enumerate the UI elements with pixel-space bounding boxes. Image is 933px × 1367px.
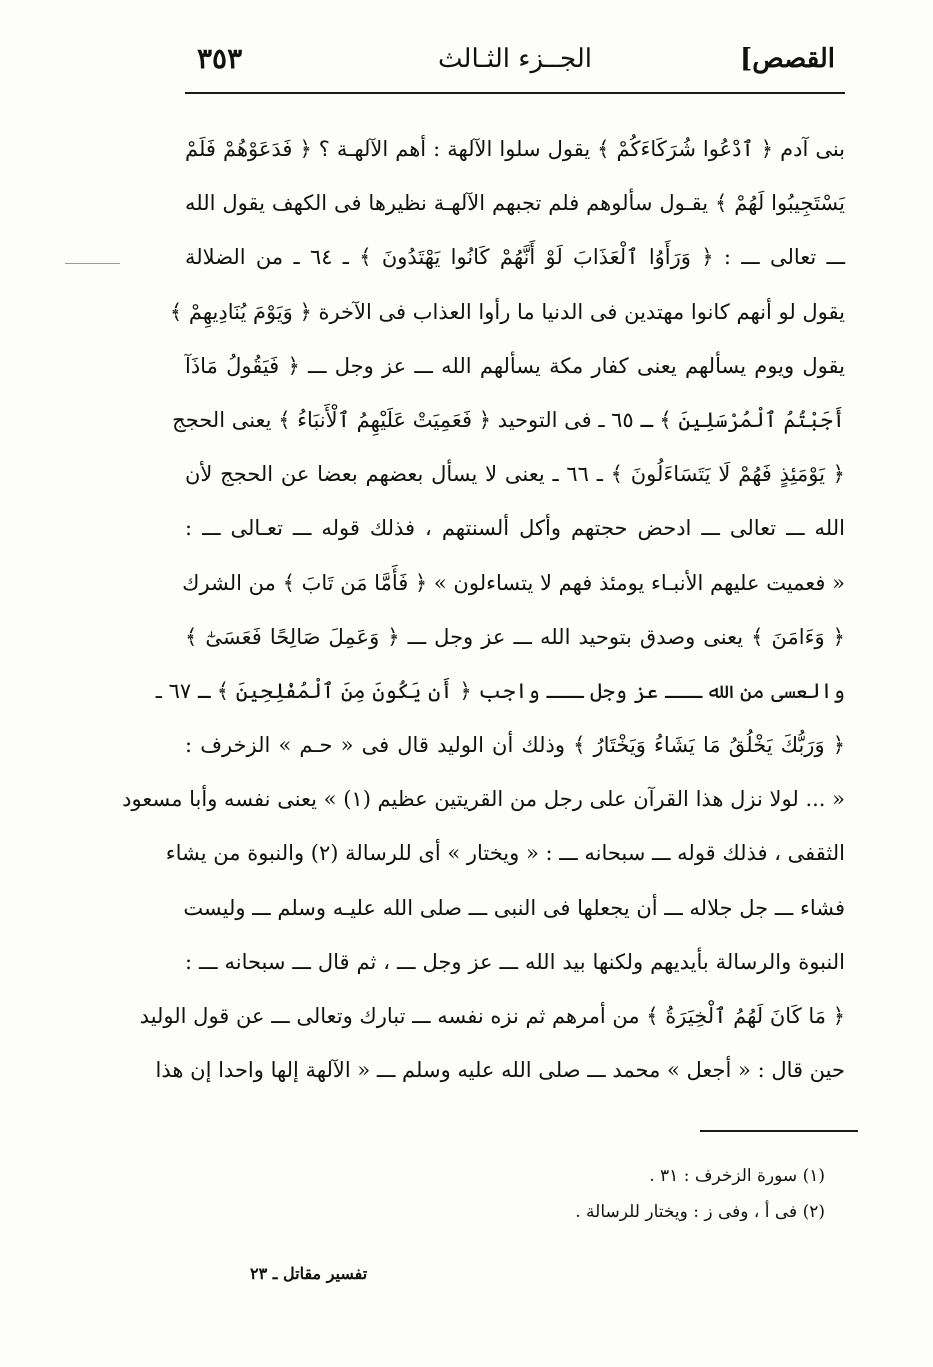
- header-rule: [185, 92, 845, 94]
- surah-title: القصص]: [740, 44, 835, 74]
- text-line: يقول لو أنهم كانوا مهتدين فى الدنيا ما رأوا العذاب فى الآخرة ﴿ وَيَوْمَ يُنَادِيهِمْ ﴾: [169, 299, 845, 324]
- text-line: بنى آدم ﴿ ٱدْعُوا شُرَكَاءَكُمْ ﴾ يقول سلوا الآلهة : أهم الآلهـة ؟ ﴿ فَدَعَوْهُمْ فَلَمْ: [185, 137, 845, 161]
- page-number: ٣٥٣: [197, 42, 243, 75]
- text-line: يَسْتَجِيبُوا لَهُمْ ﴾ يقـول سألوهم فلم تجبهم الآلهـة نظيرها فى الكهف يقول الله: [185, 191, 845, 216]
- footnotes: [185, 1158, 825, 1230]
- footnote: (٢) فى أ ، وفى ز : ويختار للرسالة .: [575, 1202, 825, 1222]
- page-header: [185, 40, 845, 86]
- body-text: [122, 122, 846, 1097]
- margin-mark: [65, 263, 120, 264]
- text-line: يقول ويوم يسألهم يعنى كفار مكة يسألهم الله ـــ عز وجل ـــ ﴿ فَيَقُولُ مَاذَآ: [185, 353, 845, 378]
- text-line: « فعميت عليهم الأنبـاء يومئذ فهم لا يتساءلون » ﴿ فَأَمَّا مَن تَابَ ﴾ من الشرك: [182, 570, 845, 595]
- text-line: ﴿ وَءَامَنَ ﴾ يعنى وصدق بتوحيد الله ـــ عز وجل ـــ ﴿ وَعَمِلَ صَالِحًا فَعَسَىٰٓ ﴾: [185, 624, 845, 649]
- text-line: حين قال : « أجعل » محمد ـــ صلى الله عليه وسلم ـــ « الآلهة إلها واحدا إن هذا: [155, 1058, 845, 1083]
- text-line: ـــ تعالى ـــ : ﴿ وَرَأَوُا ٱلْعَذَابَ لَوْ أَنَّهُمْ كَانُوا يَهْتَدُونَ ﴾ ـ ٦٤ ـ من الضلالة: [185, 245, 846, 270]
- signature-mark: تفسير مقاتل ـ ٢٣: [250, 1264, 368, 1283]
- text-line: « ... لولا نزل هذا القرآن على رجل من القريتين عظيم (١) » يعنى نفسه وأبا مسعود: [122, 787, 845, 812]
- footnote: (١) سورة الزخرف : ٣١ .: [649, 1166, 825, 1186]
- text-line: الله ـــ تعالى ـــ ادحض حجتهم وأكل ألسنتهم ، فذلك قوله ـــ تعـالى ـــ :: [185, 516, 845, 541]
- text-line: الثقفى ، فذلك قوله ـــ سبحانه ـــ : « ويختار » أى للرسالة (٢) والنبوة من يشاء: [165, 841, 845, 866]
- text-line: ﴿ مَا كَانَ لَهُمُ ٱلْخِيَرَةُ ﴾ من أمرهم ثم نزه نفسه ـــ تبارك وتعالى ـــ عن قول الوليد: [139, 1004, 845, 1028]
- text-line: ﴿ يَوْمَئِذٍ فَهُمْ لَا يَتَسَاءَلُونَ ﴾ ـ ٦٦ ـ يعنى لا يسأل بعضهم بعضا عن الحجج لأن: [185, 462, 845, 487]
- text-line: أَجَبْتُمُ ٱلْمُرْسَلِينَ ﴾ ـ ٦٥ ـ فى التوحيد ﴿ فَعَمِيَتْ عَلَيْهِمُ ٱلْأَنبَاءُ ﴾ يعنى الحجج: [172, 407, 845, 432]
- text-line: فشاء ـــ جل جلاله ـــ أن يجعلها فى النبى ـــ صلى الله عليـه وسلم ـــ وليست: [183, 895, 845, 920]
- text-line: ﴿ وَرَبُّكَ يَخْلُقُ مَا يَشَاءُ وَيَخْتَارُ ﴾ وذلك أن الوليد قال فى « حـم » الزخرف :: [185, 733, 845, 758]
- part-title: الجــزء الثـالث: [438, 44, 592, 74]
- text-line: والعسى من الله ـــ عز وجل ـــ واجب ﴿ أَن يَكُونَ مِنَ ٱلْمُفْلِحِينَ ﴾ ـ ٦٧ ـ: [155, 678, 845, 703]
- footnote-rule: [700, 1130, 858, 1132]
- text-line: النبوة والرسالة بأيديهم ولكنها بيد الله ـــ عز وجل ـــ ، ثم قال ـــ سبحانه ـــ :: [185, 949, 845, 974]
